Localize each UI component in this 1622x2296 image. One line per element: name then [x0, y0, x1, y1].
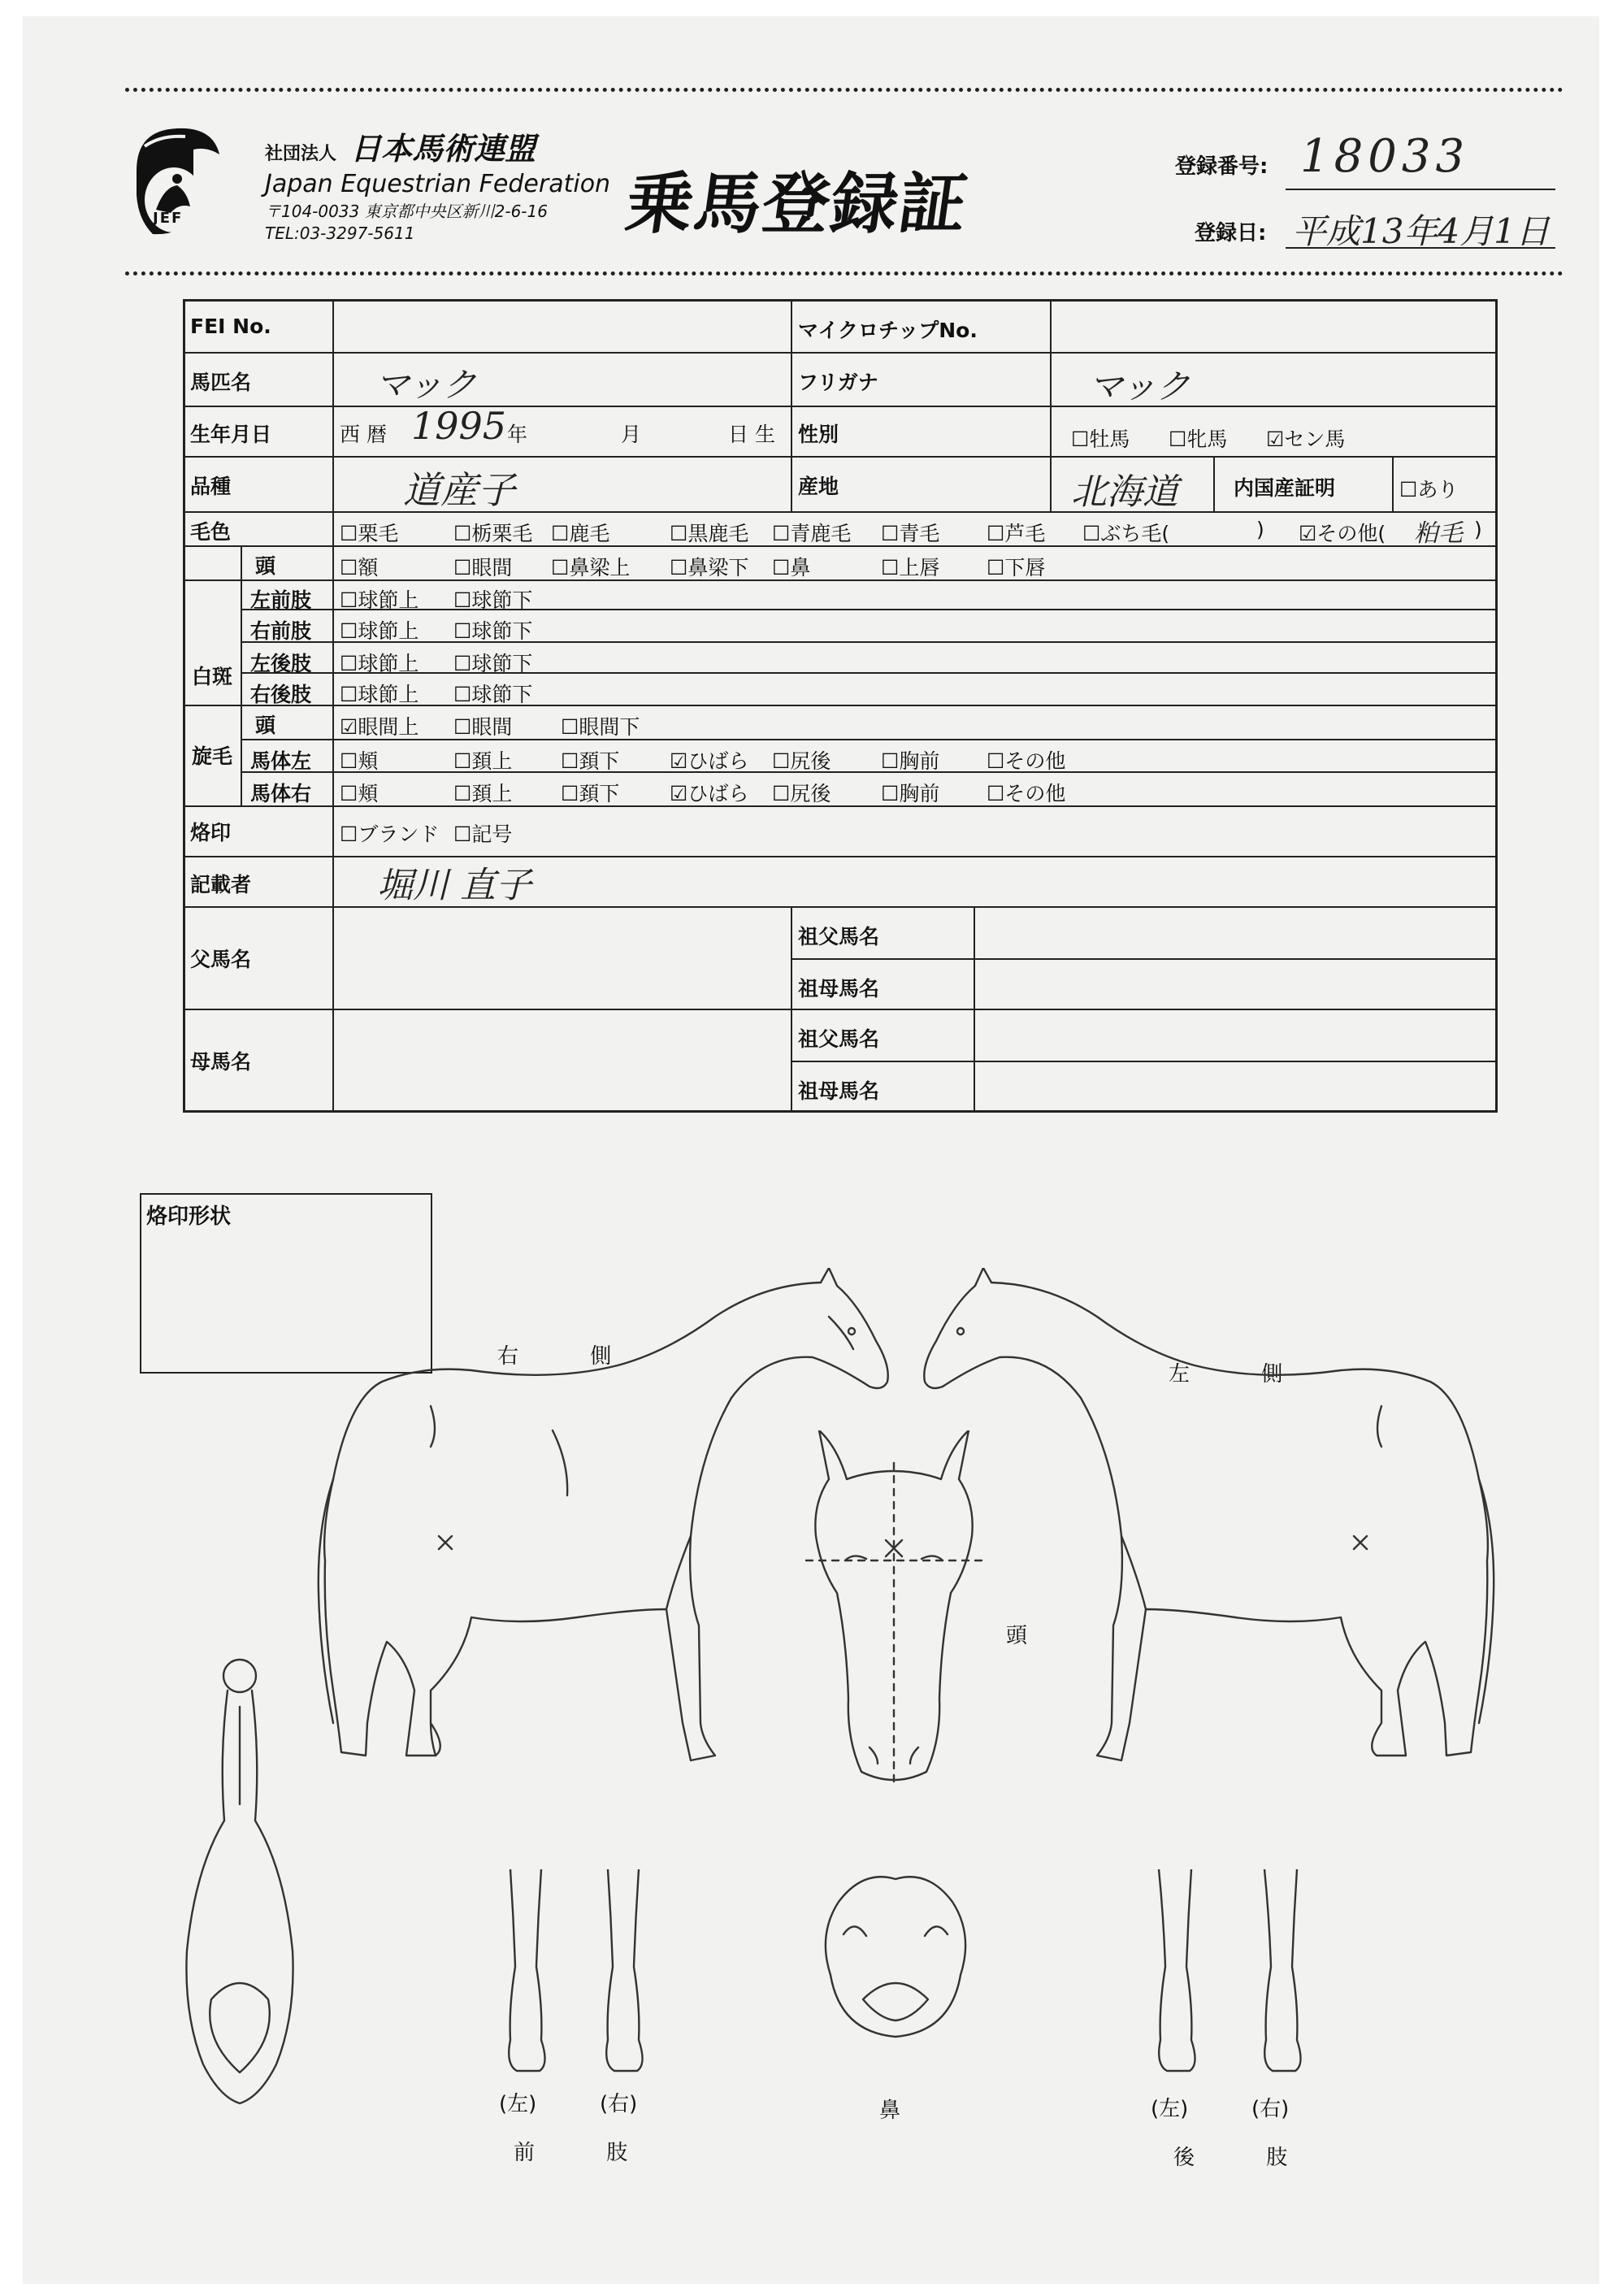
recorder-label: 記載者 — [190, 873, 252, 896]
white-markings-label: 白斑 — [192, 665, 233, 688]
right-side-label: 右 側 — [497, 1344, 644, 1369]
whorl-left-rump[interactable]: ☐尻後 — [772, 749, 831, 773]
color-option-black[interactable]: ☐青毛 — [881, 522, 940, 545]
birth-date-label: 生年月日 — [190, 423, 272, 446]
brand-option-symbol[interactable]: ☐記号 — [453, 822, 513, 846]
whorl-right-rump[interactable]: ☐尻後 — [772, 782, 831, 805]
furigana-label: フリガナ — [798, 371, 878, 394]
foreleg-label: 前 肢 — [514, 2141, 661, 2165]
domestic-proof-label: 内国産証明 — [1234, 476, 1336, 500]
white-part-left-hind: 左後肢 — [250, 652, 312, 675]
whorl-part-body-right: 馬体右 — [250, 782, 312, 805]
foreleg-left-label: (左) — [499, 2092, 537, 2116]
white-right-fore-below[interactable]: ☐球節下 — [453, 619, 533, 643]
microchip-label: マイクロチップNo. — [798, 319, 978, 342]
white-right-fore-above[interactable]: ☐球節上 — [340, 619, 419, 643]
whorl-left-chest[interactable]: ☐胸前 — [881, 749, 940, 773]
dam-granddam-label: 祖母馬名 — [798, 1079, 880, 1103]
whorl-part-head: 頭 — [255, 714, 276, 737]
color-other-close: ) — [1474, 518, 1482, 541]
white-part-right-hind: 右後肢 — [250, 683, 312, 706]
whorl-head-between-eyes[interactable]: ☐眼間 — [453, 715, 513, 739]
color-option-dark-chestnut[interactable]: ☐栃栗毛 — [453, 522, 533, 545]
reg-date-label: 登録日: — [1195, 221, 1267, 245]
registration-form-table — [183, 299, 1498, 1113]
reg-date-underline — [1286, 247, 1555, 249]
breed-label: 品種 — [190, 475, 232, 498]
whorl-right-cheek[interactable]: ☐頬 — [340, 782, 379, 805]
color-option-other[interactable]: ☑その他( — [1299, 522, 1386, 545]
horse-name-value[interactable]: マック — [375, 365, 477, 405]
whorl-left-other[interactable]: ☐その他 — [987, 749, 1066, 773]
header-dotted-rule — [125, 271, 1563, 276]
white-head-upper-lip[interactable]: ☐上唇 — [881, 556, 940, 579]
birth-year-unit: 年 — [507, 423, 528, 446]
hindlegs-icon — [1146, 1869, 1316, 2081]
color-option-bay[interactable]: ☐鹿毛 — [551, 522, 610, 545]
color-option-dark-bay[interactable]: ☐黒鹿毛 — [670, 522, 749, 545]
whorl-left-lower-neck[interactable]: ☐頚下 — [561, 749, 620, 773]
white-left-fore-above[interactable]: ☐球節上 — [340, 588, 419, 612]
white-head-between-eyes[interactable]: ☐眼間 — [453, 556, 513, 579]
white-right-hind-below[interactable]: ☐球節下 — [453, 683, 533, 706]
org-tel: TEL:03-3297-5611 — [265, 224, 415, 244]
foreleg-right-label: (右) — [600, 2092, 638, 2116]
organization-block — [265, 132, 610, 242]
sire-label: 父馬名 — [190, 948, 252, 971]
nose-label: 鼻 — [879, 2099, 901, 2123]
dam-label: 母馬名 — [190, 1050, 252, 1074]
white-left-hind-below[interactable]: ☐球節下 — [453, 652, 533, 675]
reg-number-label: 登録番号: — [1175, 154, 1269, 179]
hindleg-left-label: (左) — [1151, 2097, 1189, 2121]
birth-era: 西 暦 — [340, 423, 387, 446]
white-head-lower-nose[interactable]: ☐鼻梁下 — [670, 556, 749, 579]
whorl-left-upper-neck[interactable]: ☐頚上 — [453, 749, 513, 773]
color-option-pinto[interactable]: ☐ぶち毛( — [1082, 522, 1170, 545]
birth-day-unit: 日 生 — [728, 423, 775, 446]
color-other-value[interactable]: 粕毛 — [1414, 519, 1463, 548]
horse-head-front-icon — [804, 1430, 983, 1788]
breed-value[interactable]: 道産子 — [403, 468, 515, 512]
white-head-nose[interactable]: ☐鼻 — [772, 556, 811, 579]
white-left-fore-below[interactable]: ☐球節下 — [453, 588, 533, 612]
horse-top-view-icon — [163, 1658, 317, 2113]
origin-value[interactable]: 北海道 — [1071, 471, 1178, 513]
org-name: 日本馬術連盟 — [350, 131, 536, 167]
forelegs-icon — [497, 1869, 660, 2081]
birth-month-unit: 月 — [621, 423, 642, 446]
whorl-right-chest[interactable]: ☐胸前 — [881, 782, 940, 805]
head-label: 頭 — [1006, 1624, 1028, 1648]
hindleg-right-label: (右) — [1251, 2097, 1290, 2121]
white-right-hind-above[interactable]: ☐球節上 — [340, 683, 419, 706]
whorl-part-body-left: 馬体左 — [250, 749, 312, 773]
sex-option-gelding[interactable]: ☑セン馬 — [1266, 428, 1346, 451]
fei-label: FEI No. — [190, 315, 271, 338]
white-head-upper-nose[interactable]: ☐鼻梁上 — [551, 556, 631, 579]
brand-shape-label: 烙印形状 — [146, 1204, 232, 1229]
color-option-chestnut[interactable]: ☐栗毛 — [340, 522, 399, 545]
sex-option-mare[interactable]: ☐牝馬 — [1169, 428, 1228, 451]
fei-number-field[interactable] — [336, 303, 789, 350]
sire-grandsire-label: 祖父馬名 — [798, 925, 880, 948]
top-dotted-rule — [125, 88, 1563, 92]
horse-nose-icon — [814, 1869, 977, 2048]
logo-text: JEF — [153, 210, 184, 227]
horse-name-label: 馬匹名 — [190, 371, 252, 394]
recorder-value[interactable]: 堀川 直子 — [377, 865, 531, 906]
whorl-head-above-eyes[interactable]: ☑眼間上 — [340, 715, 419, 739]
org-address: 〒104-0033 東京都中央区新川2-6-16 — [265, 202, 548, 222]
coat-color-label: 毛色 — [190, 520, 232, 544]
microchip-number-field[interactable] — [1053, 303, 1492, 350]
reg-date-value: 平成13年4月1日 — [1292, 211, 1550, 251]
brand-option-brand[interactable]: ☐ブランド — [340, 822, 440, 846]
color-option-grey[interactable]: ☐芦毛 — [987, 522, 1046, 545]
color-option-pinto-close: ) — [1256, 518, 1264, 541]
sire-granddam-label: 祖母馬名 — [798, 977, 880, 1000]
whorl-right-upper-neck[interactable]: ☐頚上 — [453, 782, 513, 805]
white-head-lower-lip[interactable]: ☐下唇 — [987, 556, 1046, 579]
whorl-left-cheek[interactable]: ☐頬 — [340, 749, 379, 773]
sex-option-stallion[interactable]: ☐牡馬 — [1071, 428, 1130, 451]
domestic-proof-option[interactable]: ☐あり — [1399, 478, 1459, 501]
white-head-forehead[interactable]: ☐額 — [340, 556, 379, 579]
white-part-head: 頭 — [255, 554, 276, 578]
dam-grandsire-label: 祖父馬名 — [798, 1027, 880, 1051]
brand-label: 烙印 — [190, 821, 232, 844]
whorl-left-flank[interactable]: ☑ひばら — [670, 749, 749, 773]
color-option-brown[interactable]: ☐青鹿毛 — [772, 522, 852, 545]
white-part-left-fore: 左前肢 — [250, 588, 312, 612]
whorl-label: 旋毛 — [192, 744, 233, 768]
org-type: 社団法人 — [265, 144, 337, 164]
sex-label: 性別 — [798, 423, 839, 446]
horse-left-side-icon — [902, 1268, 1503, 1796]
origin-label: 産地 — [798, 475, 839, 498]
document-title: 乗馬登録証 — [621, 166, 974, 243]
whorl-right-lower-neck[interactable]: ☐頚下 — [561, 782, 620, 805]
whorl-right-other[interactable]: ☐その他 — [987, 782, 1066, 805]
left-side-label: 左 側 — [1169, 1362, 1316, 1387]
white-part-right-fore: 右前肢 — [250, 619, 312, 643]
whorl-head-below-eyes[interactable]: ☐眼間下 — [561, 715, 640, 739]
whorl-right-flank[interactable]: ☑ひばら — [670, 782, 749, 805]
white-left-hind-above[interactable]: ☐球節上 — [340, 652, 419, 675]
reg-number-underline — [1286, 189, 1555, 190]
reg-number-value: 18033 — [1300, 130, 1470, 183]
birth-year-value[interactable]: 1995 — [411, 404, 507, 448]
org-name-en: Japan Equestrian Federation — [265, 169, 611, 198]
furigana-value[interactable]: マック — [1089, 367, 1190, 406]
hindleg-label: 後 肢 — [1173, 2146, 1321, 2170]
